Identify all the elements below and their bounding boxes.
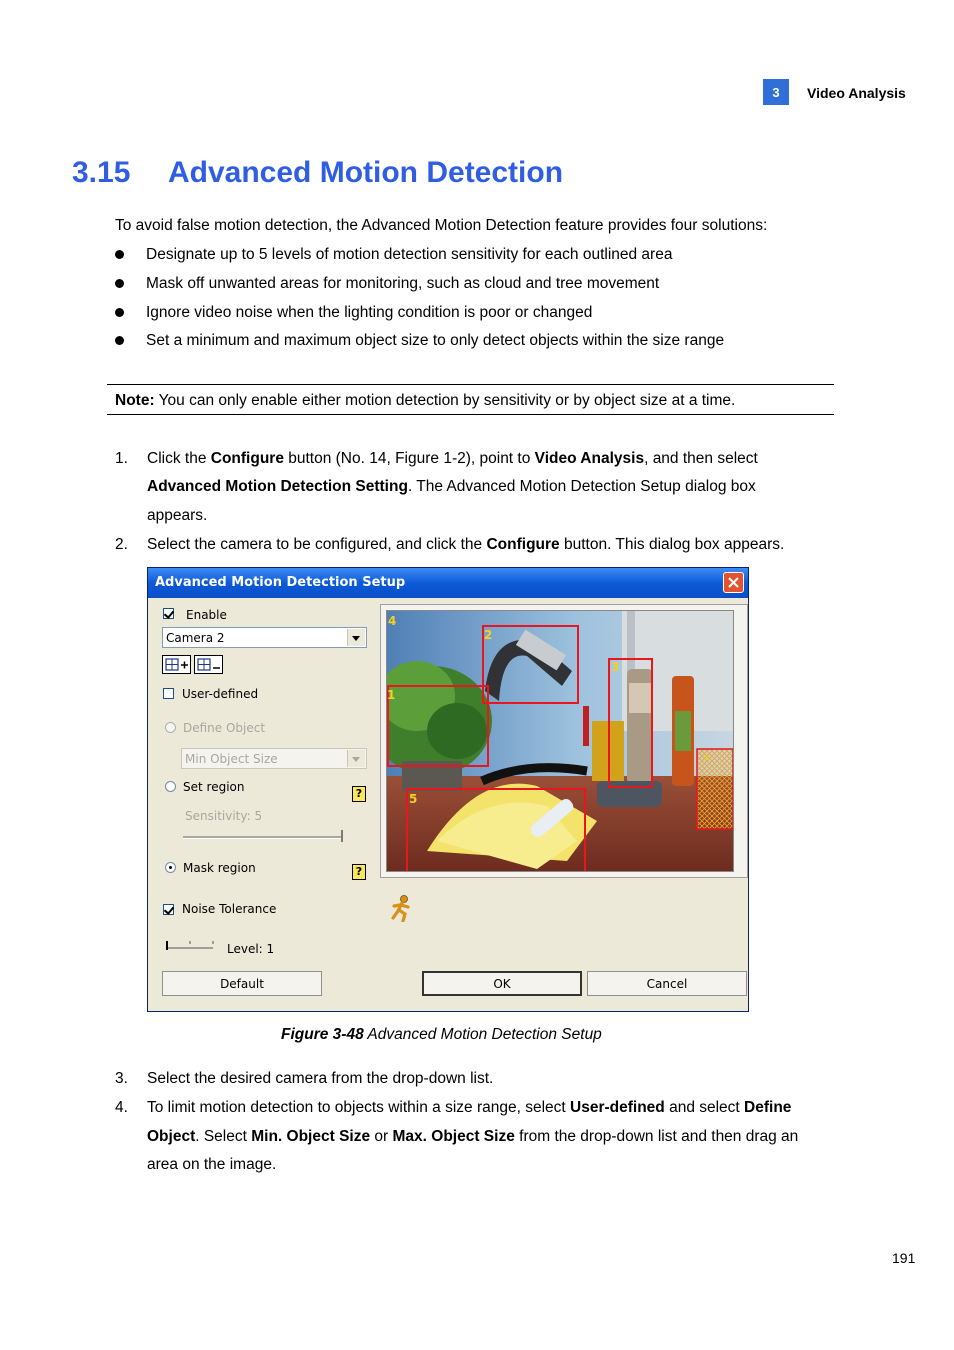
zone-label: 1 <box>387 688 396 702</box>
set-region-label: Set region <box>183 780 245 794</box>
step-text <box>147 449 758 469</box>
noise-tolerance-label: Noise Tolerance <box>182 902 277 916</box>
step-text-bold: Configure <box>210 450 284 467</box>
help-icon[interactable]: ? <box>352 864 366 880</box>
step-text-bold: Video Analysis <box>534 450 645 467</box>
step-text-run: and select <box>664 1099 745 1116</box>
note-text <box>115 391 735 411</box>
figure-caption <box>281 1026 602 1044</box>
bullet-item: Ignore video noise when the lighting condition is poor or changed <box>146 304 593 321</box>
section-title: Advanced Motion Detection <box>168 156 564 189</box>
section-heading <box>72 156 563 190</box>
zone-label: 4 <box>388 614 397 628</box>
chapter-title: Video Analysis <box>807 85 906 101</box>
grid-add-icon <box>163 656 190 673</box>
bullet-dot <box>115 279 124 288</box>
object-size-select[interactable] <box>181 748 367 769</box>
define-object-radio[interactable] <box>165 722 176 733</box>
step-text-bold: User-defined <box>570 1099 665 1116</box>
step-text <box>147 535 784 555</box>
zone-label: 5 <box>409 792 418 806</box>
close-button[interactable] <box>723 572 744 593</box>
intro-paragraph: To avoid false motion detection, the Advanced Motion Detection feature provides four solutions: <box>115 217 768 234</box>
step-text-run: or <box>370 1128 393 1145</box>
grid-remove-icon <box>195 656 222 673</box>
define-object-label: Define Object <box>183 721 266 735</box>
noise-tolerance-checkbox[interactable] <box>163 904 174 915</box>
motion-indicator-icon <box>388 894 414 922</box>
camera-preview-frame <box>380 604 748 878</box>
step-text-bold: Define <box>744 1099 792 1116</box>
zone-label: 3 <box>611 660 620 674</box>
mask-region-radio[interactable] <box>165 862 176 873</box>
user-defined-checkbox[interactable] <box>163 688 174 699</box>
step-text-run: To limit motion detection to objects within a size range, select <box>147 1099 571 1116</box>
step-text-run: . The Advanced Motion Detection Setup dialog box <box>407 478 756 495</box>
figure-caption-text: Advanced Motion Detection Setup <box>363 1026 602 1043</box>
step-text <box>147 1127 798 1147</box>
step-text-bold: Max. Object Size <box>392 1128 515 1145</box>
step-number: 4. <box>115 1099 128 1116</box>
slider-track-icon <box>165 939 215 951</box>
chevron-down-icon[interactable] <box>347 750 365 767</box>
help-icon[interactable]: ? <box>352 786 366 802</box>
step-text: area on the image. <box>147 1156 277 1173</box>
dialog-titlebar <box>148 568 748 598</box>
camera-select-value: Camera 2 <box>166 631 225 645</box>
step-text-run: Click the <box>147 450 211 467</box>
step-text <box>147 477 756 497</box>
step-text-run: Select the camera to be configured, and click the <box>147 536 487 553</box>
bullet-dot <box>115 308 124 317</box>
step-number: 2. <box>115 536 128 553</box>
enable-label: Enable <box>186 608 227 622</box>
sensitivity-label: Sensitivity: 5 <box>185 809 263 823</box>
default-button[interactable]: Default <box>162 971 322 996</box>
step-text-bold: Advanced Motion Detection Setting <box>147 478 408 495</box>
note-body: You can only enable either motion detection by sensitivity or by object size at a time. <box>154 392 736 409</box>
set-region-radio[interactable] <box>165 781 176 792</box>
object-size-value: Min Object Size <box>185 752 278 766</box>
noise-level-label: Level: 1 <box>227 942 275 956</box>
bullet-item: Mask off unwanted areas for monitoring, such as cloud and tree movement <box>146 275 660 292</box>
page-number: 191 <box>892 1250 916 1266</box>
sensitivity-slider-thumb[interactable] <box>341 830 343 842</box>
sensitivity-slider-track[interactable] <box>183 836 343 839</box>
camera-select[interactable] <box>162 627 367 648</box>
zone-label: 2 <box>484 628 493 642</box>
chevron-down-icon[interactable] <box>347 629 365 646</box>
mask-region-label: Mask region <box>183 861 256 875</box>
bullet-dot <box>115 336 124 345</box>
svg-text:×: × <box>702 751 712 764</box>
section-number: 3.15 <box>72 156 131 189</box>
step-text-run: from the drop-down list and then drag an <box>514 1128 799 1145</box>
dialog-window <box>147 567 749 1012</box>
camera-preview-image[interactable] <box>386 610 734 872</box>
enable-checkbox[interactable] <box>163 608 174 619</box>
chapter-badge: 3 <box>763 79 789 105</box>
note-label: Note: <box>115 392 155 409</box>
step-number: 3. <box>115 1070 128 1087</box>
step-text-bold: Object <box>147 1128 196 1145</box>
step-text <box>147 1098 791 1118</box>
dialog-title: Advanced Motion Detection Setup <box>155 575 406 590</box>
ok-button[interactable]: OK <box>422 971 582 996</box>
step-text-bold: Configure <box>486 536 560 553</box>
figure-label: Figure 3-48 <box>281 1026 364 1043</box>
step-text: Select the desired camera from the drop-down list. <box>147 1070 494 1087</box>
user-defined-label: User-defined <box>182 687 259 701</box>
bullet-item: Set a minimum and maximum object size to only detect objects within the size range <box>146 332 725 349</box>
step-text-run: . Select <box>195 1128 252 1145</box>
close-icon <box>724 573 743 592</box>
step-text: appears. <box>147 507 208 524</box>
step-text-run: button (No. 14, Figure 1-2), point to <box>283 450 535 467</box>
bullet-dot <box>115 250 124 259</box>
add-region-button[interactable] <box>162 655 191 674</box>
noise-level-slider[interactable] <box>165 939 215 951</box>
step-text-run: , and then select <box>644 450 758 467</box>
bullet-item: Designate up to 5 levels of motion detection sensitivity for each outlined area <box>146 246 673 263</box>
step-text-run: button. This dialog box appears. <box>559 536 785 553</box>
remove-region-button[interactable] <box>194 655 223 674</box>
note-box <box>107 384 834 415</box>
step-text-bold: Min. Object Size <box>251 1128 371 1145</box>
step-number: 1. <box>115 450 128 467</box>
cancel-button[interactable]: Cancel <box>587 971 747 996</box>
